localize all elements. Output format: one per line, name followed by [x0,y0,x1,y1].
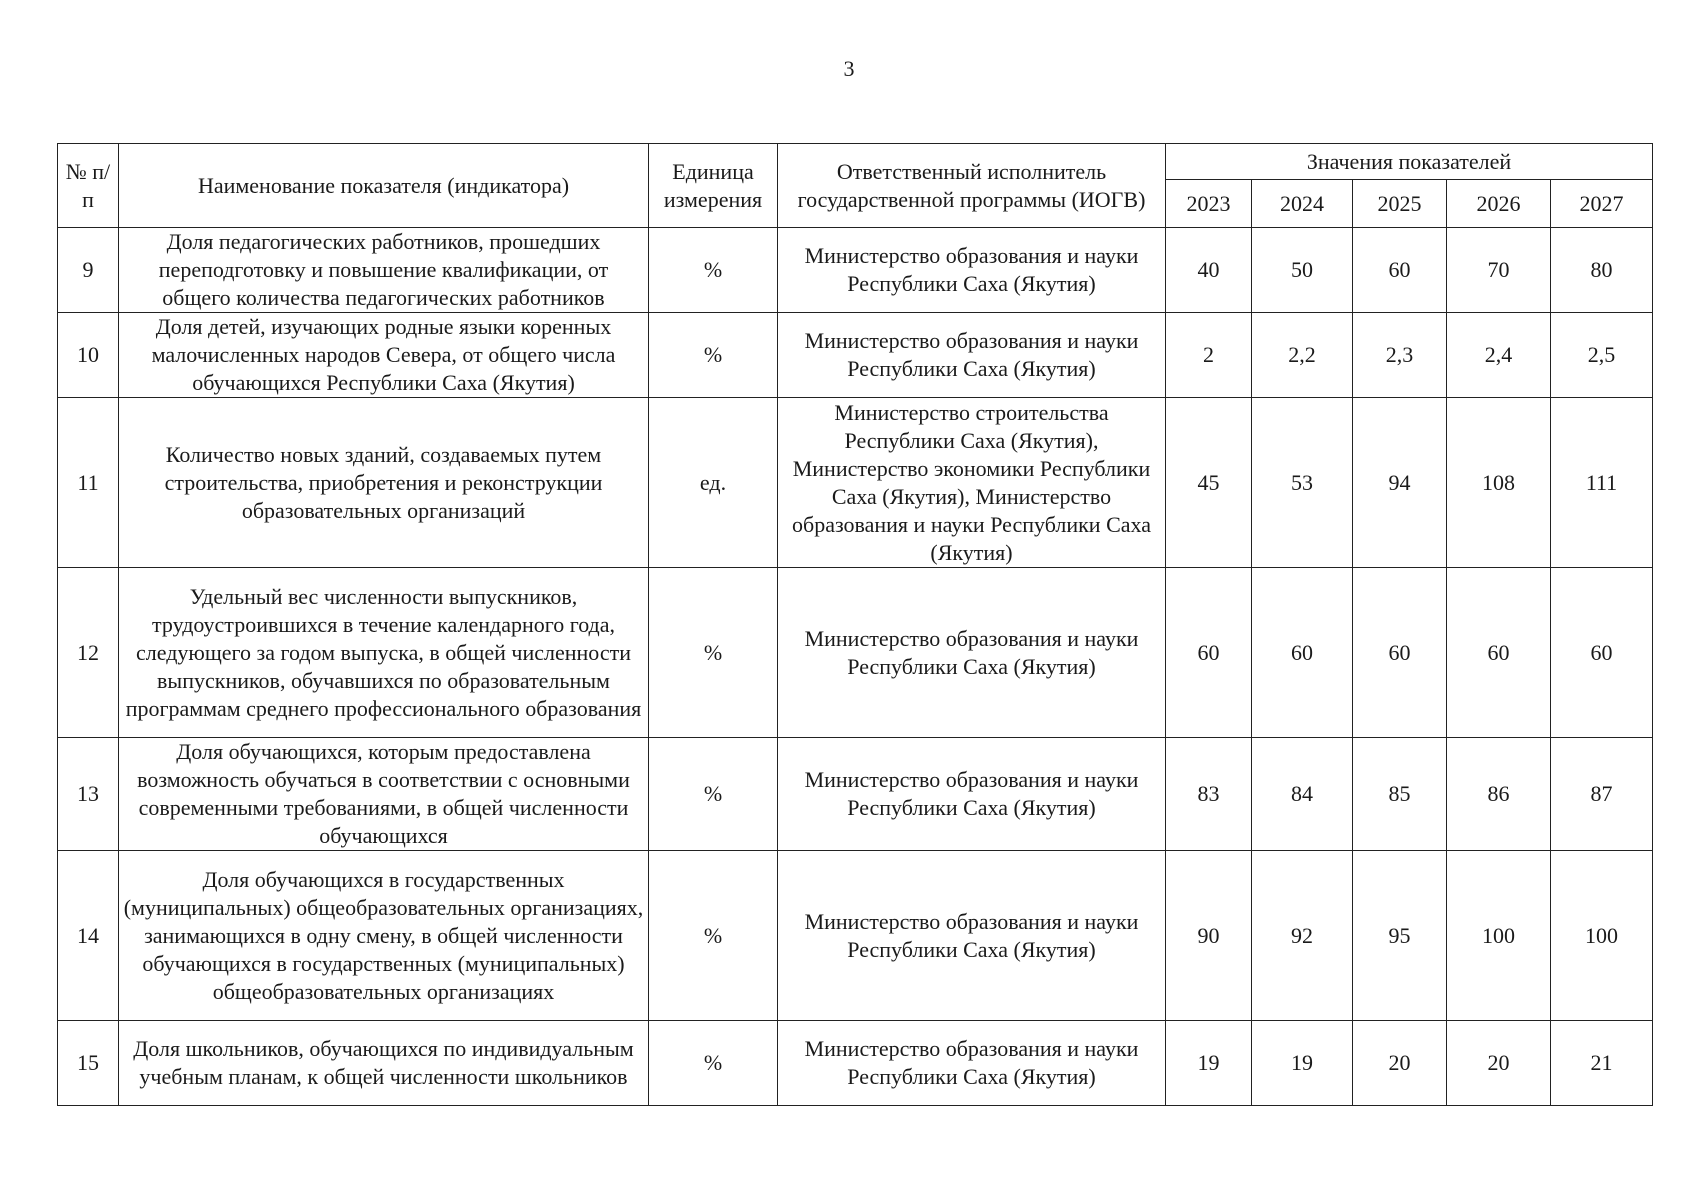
row-value-2025: 95 [1353,851,1447,1021]
row-value-2023: 60 [1166,568,1252,738]
row-executor: Министерство строительства Республики Саха (Якутия), Министерство экономики Республики Саха (Якутия), Министерство образования и науки Республики Саха (Якутия) [778,398,1166,568]
header-num: № п/п [58,144,119,228]
row-value-2024: 2,2 [1252,313,1353,398]
row-value-2024: 19 [1252,1021,1353,1106]
row-unit: % [649,851,778,1021]
row-value-2023: 83 [1166,738,1252,851]
table-row [58,568,1653,738]
row-unit: % [649,228,778,313]
row-executor: Министерство образования и науки Республики Саха (Якутия) [778,228,1166,313]
row-value-2025: 20 [1353,1021,1447,1106]
row-value-2026: 20 [1447,1021,1551,1106]
row-value-2023: 40 [1166,228,1252,313]
table-row [58,851,1653,1021]
row-executor: Министерство образования и науки Республики Саха (Якутия) [778,313,1166,398]
row-value-2027: 111 [1551,398,1653,568]
row-value-2023: 2 [1166,313,1252,398]
row-name: Доля обучающихся, которым предоставлена возможность обучаться в соответствии с основными современными требованиями, в общей численности обучающихся [119,738,649,851]
row-executor: Министерство образования и науки Республики Саха (Якутия) [778,568,1166,738]
row-num: 15 [58,1021,119,1106]
row-executor: Министерство образования и науки Республики Саха (Якутия) [778,851,1166,1021]
row-name: Доля педагогических работников, прошедших переподготовку и повышение квалификации, от общего количества педагогических работников [119,228,649,313]
row-name: Количество новых зданий, создаваемых путем строительства, приобретения и реконструкции образовательных организаций [119,398,649,568]
row-name: Удельный вес численности выпускников, трудоустроившихся в течение календарного года, следующего за годом выпуска, в общей численности выпускников, обучавшихся по образовательным программам среднего профессионального образования [119,568,649,738]
header-year: 2027 [1551,180,1653,228]
row-num: 11 [58,398,119,568]
row-value-2026: 2,4 [1447,313,1551,398]
row-value-2024: 50 [1252,228,1353,313]
row-value-2025: 60 [1353,228,1447,313]
header-unit: Единица измерения [649,144,778,228]
row-value-2026: 86 [1447,738,1551,851]
header-year: 2023 [1166,180,1252,228]
row-value-2024: 84 [1252,738,1353,851]
header-executor: Ответственный исполнитель государственной программы (ИОГВ) [778,144,1166,228]
row-value-2023: 45 [1166,398,1252,568]
row-value-2026: 70 [1447,228,1551,313]
table-row [58,228,1653,313]
table-row [58,738,1653,851]
row-value-2025: 85 [1353,738,1447,851]
page-number: 3 [843,56,855,81]
row-value-2027: 100 [1551,851,1653,1021]
row-value-2024: 53 [1252,398,1353,568]
row-unit: % [649,1021,778,1106]
row-value-2027: 2,5 [1551,313,1653,398]
row-value-2024: 60 [1252,568,1353,738]
row-value-2026: 108 [1447,398,1551,568]
row-num: 14 [58,851,119,1021]
row-value-2026: 100 [1447,851,1551,1021]
row-num: 10 [58,313,119,398]
header-row [58,144,1653,180]
row-unit: % [649,313,778,398]
row-unit: % [649,738,778,851]
row-value-2023: 19 [1166,1021,1252,1106]
row-value-2027: 21 [1551,1021,1653,1106]
row-value-2027: 87 [1551,738,1653,851]
header-year: 2024 [1252,180,1353,228]
table-row [58,313,1653,398]
table-row [58,1021,1653,1106]
row-value-2025: 60 [1353,568,1447,738]
header-name: Наименование показателя (индикатора) [119,144,649,228]
row-unit: ед. [649,398,778,568]
row-executor: Министерство образования и науки Республики Саха (Якутия) [778,1021,1166,1106]
row-value-2025: 94 [1353,398,1447,568]
row-value-2026: 60 [1447,568,1551,738]
header-year: 2026 [1447,180,1551,228]
indicators-table [57,143,1653,1106]
row-num: 9 [58,228,119,313]
row-value-2025: 2,3 [1353,313,1447,398]
row-name: Доля обучающихся в государственных (муниципальных) общеобразовательных организациях, занимающихся в одну смену, в общей численности обучающихся в государственных (муниципальных) общеобразовательных организациях [119,851,649,1021]
row-value-2027: 60 [1551,568,1653,738]
row-name: Доля школьников, обучающихся по индивидуальным учебным планам, к общей численности школьников [119,1021,649,1106]
row-name: Доля детей, изучающих родные языки коренных малочисленных народов Севера, от общего числа обучающихся Республики Саха (Якутия) [119,313,649,398]
row-unit: % [649,568,778,738]
row-value-2023: 90 [1166,851,1252,1021]
table-row [58,398,1653,568]
row-num: 13 [58,738,119,851]
header-year: 2025 [1353,180,1447,228]
header-values-group: Значения показателей [1166,144,1653,180]
row-executor: Министерство образования и науки Республики Саха (Якутия) [778,738,1166,851]
row-value-2024: 92 [1252,851,1353,1021]
row-num: 12 [58,568,119,738]
row-value-2027: 80 [1551,228,1653,313]
